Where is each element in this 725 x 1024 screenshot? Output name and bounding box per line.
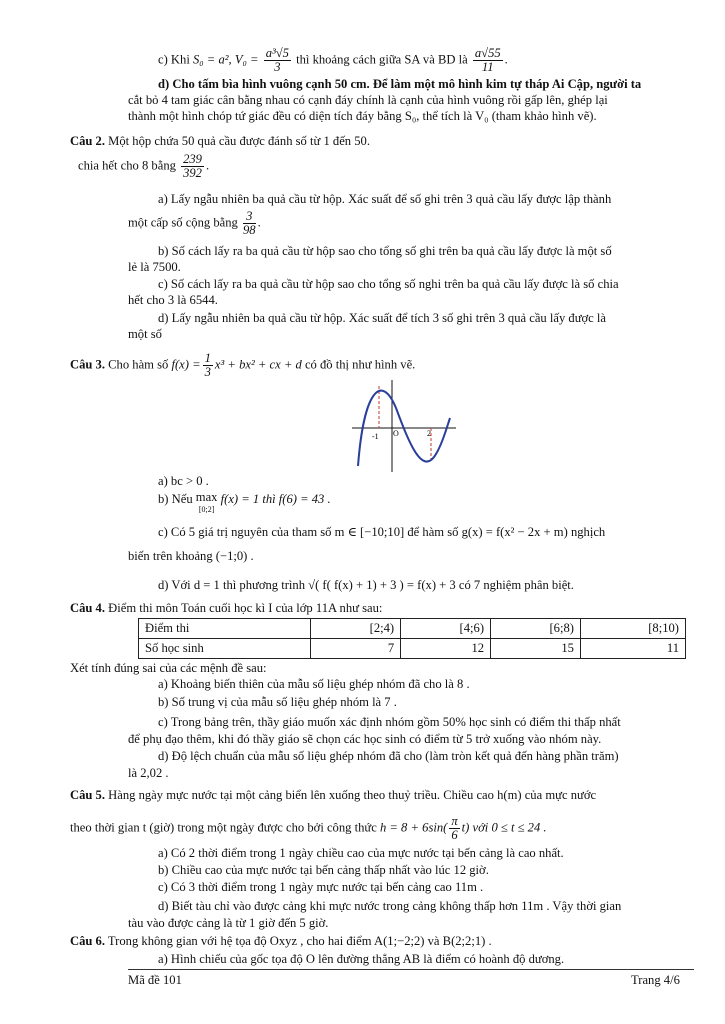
q2-option-a-line1: a) Lấy ngẫu nhiên ba quả cầu từ hộp. Xác suất để số ghi trên 3 quả cầu lấy được lập thành [158, 192, 612, 206]
footer-divider [128, 969, 694, 970]
page-number: Trang 4/6 [631, 973, 680, 987]
interval-cell: [8;10) [580, 619, 685, 639]
label-two: 2 [427, 429, 431, 438]
q2-option-d-line1: d) Lấy ngẫu nhiên ba quả cầu từ hộp. Xác suất để tích 3 số ghi trên 3 quả cầu lấy được là [158, 311, 607, 325]
q4-prompt: Xét tính đúng sai của các mệnh đề sau: [70, 661, 267, 675]
score-table [138, 618, 686, 659]
count-cell: 7 [311, 639, 401, 659]
table-row [139, 639, 686, 659]
q3-intro: Câu 3. Cho hàm số f(x) = $\frac{1}{3}$ x³ + bx² + cx + d có đồ thị như hình vẽ. [70, 351, 416, 379]
count-cell: 15 [491, 639, 581, 659]
exam-code: Mã đề 101 [128, 973, 182, 987]
label-neg1: -1 [372, 432, 379, 441]
label-origin: O [393, 429, 399, 438]
q1-option-d-line1: d) Cho tấm bìa hình vuông cạnh 50 cm. Để làm một mô hình kim tự tháp Ai Cập, người ta [158, 77, 642, 91]
q3-option-c-line1: c) Có 5 giá trị nguyên của tham số m ∈ [−10;10] để hàm số g(x) = f(x² − 2x + m) nghịch [158, 525, 606, 539]
q4-intro: Câu 4. Điểm thi môn Toán cuối học kì I của lớp 11A như sau: [70, 601, 383, 615]
q2-stray-fragment: chia hết cho 8 bằng $\frac{239}{392}$ . [78, 152, 210, 180]
q3-option-a: a) bc > 0 . [158, 474, 209, 488]
q1-option-d-line2: cắt bỏ 4 tam giác cân bằng nhau có cạnh đáy chính là cạnh của hình vuông rồi gấp lên, ghép lại [128, 93, 608, 107]
q2-option-d-line2: một số [128, 327, 162, 341]
q5-option-b: b) Chiều cao của mực nước tại bến cảng thấp nhất vào lúc 12 giờ. [158, 863, 489, 877]
q4-option-d-line2: là 2,02 . [128, 766, 169, 780]
q5-option-d-line2: tàu vào được cảng là từ 1 giờ đến 5 giờ. [128, 916, 329, 930]
q6-option-a: a) Hình chiếu của gốc tọa độ O lên đường thẳng AB là điểm có hoành độ dương. [158, 952, 565, 966]
q5-option-c: c) Có 3 thời điểm trong 1 ngày mực nước tại bến cảng cao 11m . [158, 880, 484, 894]
q2-intro: Câu 2. Một hộp chứa 50 quả cầu được đánh số từ 1 đến 50. [70, 134, 370, 148]
interval-cell: [2;4) [311, 619, 401, 639]
q2-option-b-line2: lẻ là 7500. [128, 260, 181, 274]
q5-intro-line1: Câu 5. Hàng ngày mực nước tại một cảng biển lên xuống theo thuỷ triều. Chiều cao h(m) của mực nước [70, 788, 597, 802]
count-cell: 12 [401, 639, 491, 659]
interval-cell: [6;8) [491, 619, 581, 639]
q4-option-d-line1: d) Độ lệch chuẩn của mẫu số liệu ghép nhóm đã cho (làm tròn kết quả đến hàng phần trăm) [158, 749, 619, 763]
interval-cell: [4;6) [401, 619, 491, 639]
table-row [139, 619, 686, 639]
q4-option-b: b) Số trung vị của mẫu số liệu ghép nhóm là 7 . [158, 695, 397, 709]
q2-option-c-line2: hết cho 3 là 6544. [128, 293, 218, 307]
q5-intro-line2: theo thời gian t (giờ) trong một ngày được cho bởi công thức h = 8 + 6sin( $\frac{\pi}{6}$ t) với 0 ≤ t ≤ 24 . [70, 814, 547, 842]
row-header-score: Điểm thi [139, 619, 311, 639]
q5-option-d-line1: d) Biết tàu chỉ vào được cảng khi mực nước trong cảng không thấp hơn 11m . Vậy thời gian [158, 899, 622, 913]
q4-option-c-line2: để phụ đạo thêm, khi đó thầy giáo sẽ chọn các học sinh có điểm từ 5 trở xuống vào nhóm này. [128, 732, 602, 746]
row-header-students: Số học sinh [139, 639, 311, 659]
q5-option-a: a) Có 2 thời điểm trong 1 ngày chiều cao của mực nước tại bến cảng là cao nhất. [158, 846, 564, 860]
q2-option-a-line2: một cấp số cộng bằng $\frac{3}{98}$ . [128, 209, 261, 237]
q1-option-d-line3: thành một hình chóp tứ giác đều có diện tích đáy bằng S₀, thể tích là V₀ (tham khảo hình vẽ). [128, 109, 597, 123]
q4-option-c-line1: c) Trong bảng trên, thầy giáo muốn xác định nhóm gồm 50% học sinh có điểm thi thấp nhất [158, 715, 621, 729]
q3-option-d: d) Với d = 1 thì phương trình √( f( f(x) + 1) + 3 ) = f(x) + 3 có 7 nghiệm phân biệt. [158, 578, 574, 592]
cubic-graph [352, 378, 456, 474]
q3-option-b: b) Nếu max [0;2] f(x) = 1 thì f(6) = 43 . [158, 490, 331, 514]
q2-option-b-line1: b) Số cách lấy ra ba quả cầu từ hộp sao cho tổng số ghi trên ba quả cầu lấy được là một số [158, 244, 612, 258]
q4-option-a: a) Khoảng biến thiên của mẫu số liệu ghép nhóm đã cho là 8 . [158, 677, 470, 691]
q6-intro: Câu 6. Trong không gian với hệ tọa độ Oxyz , cho hai điểm A(1;−2;2) và B(2;2;1) . [70, 934, 492, 948]
count-cell: 11 [580, 639, 685, 659]
q2-option-c-line1: c) Số cách lấy ra ba quả cầu từ hộp sao cho tổng số nghi trên ba quả cầu lấy được là số chia [158, 277, 619, 291]
q3-option-c-line2: biến trên khoảng (−1;0) . [128, 549, 254, 563]
q1-option-c: c) Khi S₀ = a², V₀ = $\frac{\text{a³√5}}{3}$ thì khoảng cách giữa SA và BD là $\frac{a√55}{11}$ . [158, 46, 508, 74]
